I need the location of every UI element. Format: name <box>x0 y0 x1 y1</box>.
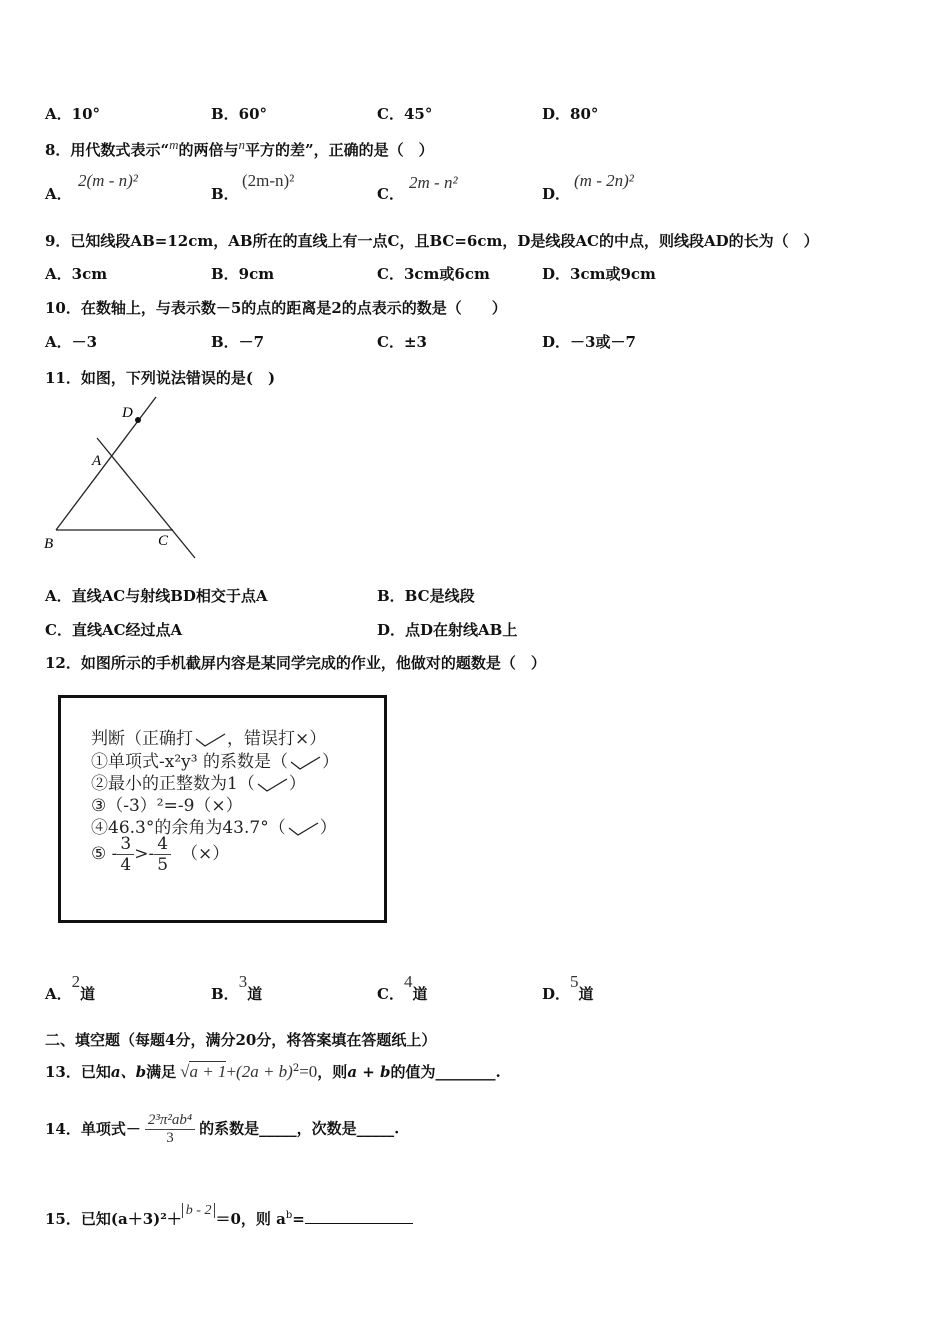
q13-radical <box>180 1062 226 1081</box>
q8-option-c-expr: 2m - n² <box>409 173 458 192</box>
q15-prefix: 15．已知(a＋3)²＋ <box>45 1210 182 1228</box>
screen-line-6-mid: >- <box>134 844 155 864</box>
screen-line-5-end: ） <box>319 818 337 838</box>
q15-suffix: = <box>292 1210 305 1228</box>
screen-line-2-end: ） <box>321 752 339 772</box>
q8-option-a-expr: 2(m - n)² <box>78 171 138 190</box>
q15-answer-blank[interactable] <box>305 1223 413 1224</box>
frac2-den: 5 <box>154 854 171 875</box>
q8-stem-prefix: 8．用代数式表示“ <box>45 141 170 159</box>
screen-line-1b: ，错误打×） <box>227 729 327 749</box>
q14-numerator: 2³π²ab⁴ <box>147 1112 193 1128</box>
fraction-4-5 <box>154 834 171 875</box>
q10-option-a: A．－3 <box>45 333 98 351</box>
screen-line-4: ③（-3）²=-9（×） <box>91 796 243 816</box>
fraction-3-4 <box>117 834 134 875</box>
section-2-title: 二、填空题（每题4分，满分20分，将答案填在答题纸上） <box>45 1031 437 1049</box>
q12-phone-screenshot <box>58 695 387 923</box>
q7-option-d: D．80° <box>542 105 599 123</box>
q13-mid: 满足 <box>146 1063 177 1081</box>
q10-stem: 10．在数轴上，与表示数－5的点的距离是2的点表示的数是（ ） <box>45 299 507 317</box>
q13-suffix-a: ，则 <box>317 1063 348 1081</box>
q7-option-b: B．60° <box>211 105 268 123</box>
q14-suffix: 的系数是_____，次数是_____. <box>199 1119 400 1138</box>
q13-plus: + <box>226 1062 237 1081</box>
frac2-num: 4 <box>157 834 169 854</box>
q8-option-d-label: D． <box>542 185 571 203</box>
screen-line-6-prefix: ⑤ - <box>91 844 118 864</box>
q8-stem-mid: 的两倍与 <box>178 141 239 159</box>
q13-radicand: a + 1 <box>189 1062 227 1081</box>
q8-stem <box>45 137 434 160</box>
q12-a-unit: 道 <box>80 985 96 1003</box>
q12-c-label: C． <box>377 985 404 1003</box>
q11-stem: 11．如图，下列说法错误的是( ) <box>45 369 276 387</box>
q9-stem: 9．已知线段AB=12cm，AB所在的直线上有一点C，且BC=6cm，D是线段AC的中点，则线段AD的长为（ ） <box>45 232 819 250</box>
check-icon <box>255 777 289 793</box>
q11-triangle-figure <box>40 393 210 568</box>
q12-c-unit: 道 <box>412 985 428 1003</box>
label-b: B <box>44 536 54 552</box>
q13-prefix: 13．已知 <box>45 1063 111 1081</box>
screen-line-1 <box>91 724 326 749</box>
q8-var-n: n <box>238 137 245 152</box>
label-c: C <box>158 533 169 549</box>
q8-option-b-expr: (2m-n)² <box>242 171 295 190</box>
q12-option-d <box>542 972 594 1004</box>
q11-option-b: B．BC是线段 <box>377 587 475 605</box>
line-ac <box>97 438 195 558</box>
q9-option-a: A．3cm <box>45 265 108 283</box>
ray-bd <box>56 397 156 530</box>
check-icon <box>286 821 320 837</box>
q12-c-number: 4 <box>403 972 413 991</box>
screen-line-2-text: ①单项式-x²y³ 的系数是（ <box>91 752 288 772</box>
q8-var-m: m <box>169 137 179 152</box>
q12-option-b <box>211 972 263 1004</box>
q12-b-number: 3 <box>238 972 248 991</box>
q8-option-d-expr: (m - 2n)² <box>574 171 634 190</box>
q13-exp: 2 <box>292 1063 300 1074</box>
point-d <box>135 417 141 423</box>
q15-abs: b - 2 <box>182 1203 216 1218</box>
q11-option-a: A．直线AC与射线BD相交于点A <box>45 587 268 605</box>
q13-expr: (2a + b) <box>236 1062 293 1081</box>
q13-vars: a、b <box>110 1063 147 1081</box>
screen-line-6-suffix: （×） <box>181 844 230 864</box>
screen-line-1a: 判断（正确打 <box>91 729 193 749</box>
q8-option-b-label: B． <box>211 185 239 203</box>
radical-sign-icon: √ <box>180 1062 190 1081</box>
q15-line <box>45 1203 413 1229</box>
q7-option-c: C．45° <box>377 105 433 123</box>
q12-b-label: B． <box>211 985 239 1003</box>
q12-d-label: D． <box>542 985 571 1003</box>
q10-option-c: C．±3 <box>377 333 427 351</box>
frac1-num: 3 <box>120 834 132 854</box>
q12-option-a <box>45 972 96 1004</box>
q10-option-b: B．－7 <box>211 333 265 351</box>
q13-suffix-b: 的值为________. <box>390 1063 501 1081</box>
check-icon <box>193 732 227 748</box>
q14-line <box>45 1112 399 1147</box>
q15-sup: b <box>285 1210 293 1221</box>
q11-option-c: C．直线AC经过点A <box>45 621 183 639</box>
q9-option-b: B．9cm <box>211 265 275 283</box>
q14-fraction <box>145 1112 195 1147</box>
q8-option-a-label: A． <box>45 185 72 203</box>
label-d: D <box>122 405 133 421</box>
q14-prefix: 14．单项式－ <box>45 1119 141 1138</box>
q9-option-d: D．3cm或9cm <box>542 265 656 283</box>
q9-option-c: C．3cm或6cm <box>377 265 490 283</box>
q13-line <box>45 1061 501 1082</box>
q12-option-c <box>377 972 428 1004</box>
screen-line-6 <box>91 834 229 875</box>
q12-d-number: 5 <box>570 972 579 991</box>
q8-option-c-label: C． <box>377 185 404 203</box>
label-a: A <box>92 453 102 469</box>
q8-stem-suffix: 平方的差”，正确的是（ ） <box>244 141 434 159</box>
q11-option-d: D．点D在射线AB上 <box>377 621 518 639</box>
q12-d-unit: 道 <box>578 985 594 1003</box>
screen-line-5-text: ④46.3°的余角为43.7°（ <box>91 818 286 838</box>
q14-denominator: 3 <box>145 1129 195 1147</box>
q13-eq: =0 <box>299 1062 318 1081</box>
q10-option-d: D．－3或－7 <box>542 333 636 351</box>
screen-line-3-text: ②最小的正整数为1（ <box>91 774 255 794</box>
q7-option-a: A．10° <box>45 105 101 123</box>
q12-a-number: 2 <box>71 972 81 991</box>
screen-line-3-end: ） <box>288 774 306 794</box>
q12-a-label: A． <box>45 985 72 1003</box>
q15-mid: ＝0，则 a <box>215 1210 286 1228</box>
q12-stem: 12．如图所示的手机截屏内容是某同学完成的作业，他做对的题数是（ ） <box>45 654 546 672</box>
q12-b-unit: 道 <box>247 985 263 1003</box>
q13-sum: a + b <box>347 1063 391 1081</box>
frac1-den: 4 <box>117 854 134 875</box>
